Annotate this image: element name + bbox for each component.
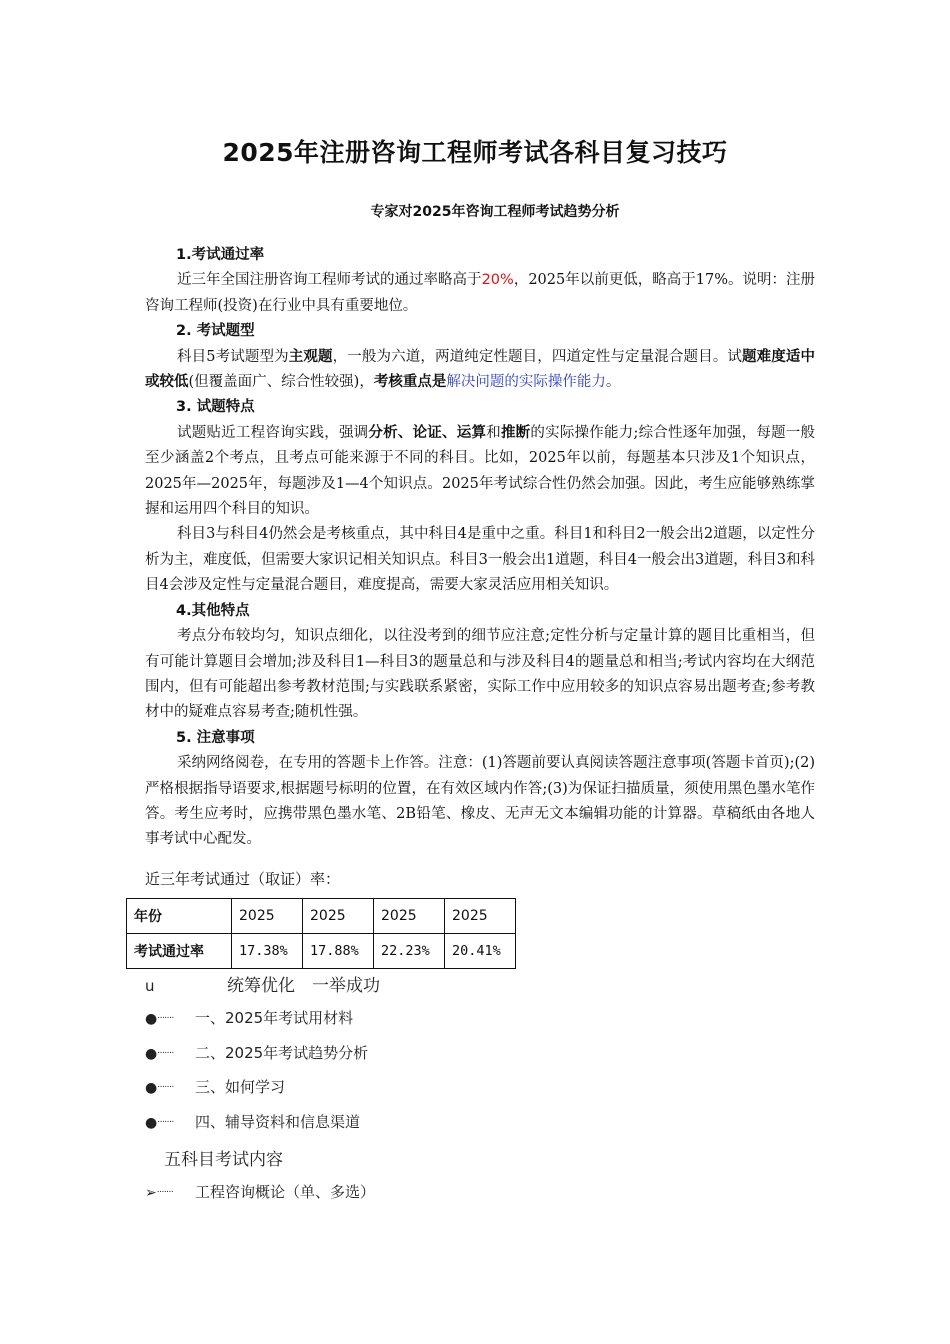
document-subtitle: 专家对2025年咨询工程师考试趋势分析 (370, 204, 620, 220)
list-item (145, 1076, 285, 1097)
paragraph-text: ，2025年以前更低，略高于17%。说明：注册咨询工程师(投资)在行业中具有重要地位。 (145, 272, 815, 314)
table-cell: 2025 (303, 899, 374, 934)
list-item (145, 1042, 368, 1063)
list-item (145, 1007, 353, 1028)
paragraph-text: 和 (486, 424, 501, 441)
section-heading-question-types: 2. 考试题型 (176, 323, 255, 340)
pass-rate-table (126, 898, 516, 969)
bullet-dot-icon: ● (145, 1011, 158, 1027)
table-row (127, 899, 516, 934)
table-cell: 17.88% (303, 934, 374, 969)
list-item (145, 1111, 360, 1132)
highlight-red-rate: 20% (481, 272, 514, 289)
table-cell: 2025 (374, 899, 445, 934)
paragraph-text: 近三年全国注册咨询工程师考试的通过率略高于 (177, 272, 482, 289)
rates-caption: 近三年考试通过（取证）率： (145, 870, 341, 888)
bullet-dot-icon: ● (145, 1080, 158, 1096)
paragraph-text: 科目5考试题型为 (177, 348, 289, 365)
list-item-text: 工程咨询概论（单、多选） (195, 1183, 376, 1201)
list-item-text: 二、2025年考试趋势分析 (195, 1044, 369, 1062)
list-item-text: 四、辅导资料和信息渠道 (195, 1113, 361, 1131)
leader-dots: ······· (157, 1013, 174, 1024)
bold-text: 考核重点是 (373, 374, 447, 391)
leader-dots: ······· (156, 1187, 174, 1198)
table-row (127, 934, 516, 969)
section-heading-pass-rate: 1.考试通过率 (176, 247, 265, 263)
document-body (145, 243, 815, 853)
bold-text: 分析、论证、运算 (368, 424, 487, 441)
table-cell: 2025 (445, 899, 516, 934)
bullet-dot-icon: ● (145, 1046, 158, 1062)
table-cell: 17.38% (232, 934, 303, 969)
list-item-text: 三、如何学习 (195, 1078, 286, 1096)
section-paragraph-other: 考点分布较均匀，知识点细化，以往没考到的细节应注意;定性分析与定量计算的题目比重相当，但有可能计算题目会增加;涉及科目1—科目3的题量总和与涉及科目4的题量总和相当;考试内容均在大纲范围内，但有可能超出参考教材范围;与实践联系紧密，实际工作中应用较多的知识点容易出题考查;参考教材中的疑难点容易考查;随机性强。 (145, 628, 815, 721)
table-cell: 22.23% (374, 934, 445, 969)
section-paragraph-pass-rate (145, 268, 815, 319)
section-heading-features: 3. 试题特点 (176, 399, 255, 416)
section-paragraph-question-types (145, 345, 815, 396)
paragraph-text: (但覆盖面广、综合性较强)， (188, 374, 374, 391)
section-paragraph-features-2: 科目3与科目4仍然会是考核重点，其中科目4是重中之重。科目1和科目2一般会出2道题，以定性分析为主，难度低，但需要大家识记相关知识点。科目3一般会出1道题，科目4一般会出3道题，科目3和科目4会涉及定性与定量混合题目，难度提高，需要大家灵活应用相关知识。 (145, 526, 815, 594)
list-item-text: 一、2025年考试用材料 (195, 1009, 354, 1027)
paragraph-text: 试题贴近工程咨询实践，强调 (177, 424, 369, 441)
document-title: 2025年注册咨询工程师考试各科目复习技巧 (222, 138, 728, 167)
section-heading-notes: 5. 注意事项 (176, 729, 255, 746)
outline-subheading: 五科目考试内容 (164, 1150, 283, 1170)
leader-dots: ······· (157, 1082, 174, 1093)
leader-dots: ······· (157, 1117, 174, 1128)
table-header-cell: 考试通过率 (127, 934, 232, 969)
bullet-dot-icon: ● (145, 1115, 158, 1131)
bold-text: 推断 (500, 424, 531, 441)
leader-dots: ······· (157, 1048, 174, 1059)
table-cell: 20.41% (445, 934, 516, 969)
bold-text: 题难度适中或较低 (145, 348, 816, 391)
section-paragraph-features-1 (145, 421, 815, 523)
paragraph-text: 的实际操作能力;综合性逐年加强，每题一般至少涵盖2个考点，且考点可能来源于不同的科目。比如，2025年以前，每题基本只涉及1个知识点，2025年—2025年，每题涉及1—4个知识点。2025年考试综合性仍然会加强。因此，考生应能够熟练掌握和运用四个科目的知识。 (145, 424, 816, 518)
table-cell: 2025 (232, 899, 303, 934)
list-item (145, 1181, 375, 1202)
outline-header-text: 统筹优化 一举成功 (227, 976, 380, 996)
table-header-cell: 年份 (127, 899, 232, 934)
highlight-blue-text: 解决问题的实际操作能力 (446, 374, 606, 391)
section-paragraph-notes: 采纳网络阅卷，在专用的答题卡上作答。注意：(1)答题前要认真阅读答题注意事项(答题卡首页);(2)严格根据指导语要求,根据题号标明的位置，在有效区域内作答;(3)为保证扫描质量，须使用黑色墨水笔作答。考生应考时，应携带黑色墨水笔、2B铅笔、橡皮、无声无文本编辑功能的计算器。草稿纸由各地人事考试中心配发。 (145, 755, 815, 848)
paragraph-text: 。 (605, 374, 621, 391)
outline-marker: u (145, 977, 155, 995)
arrow-bullet-icon: ➢ (145, 1185, 157, 1201)
outline-header (145, 971, 380, 996)
section-heading-other: 4.其他特点 (176, 602, 250, 619)
paragraph-text: ，一般为六道，两道纯定性题目，四道定性与定量混合题目。试 (332, 348, 743, 365)
bold-text: 主观题 (288, 348, 333, 365)
